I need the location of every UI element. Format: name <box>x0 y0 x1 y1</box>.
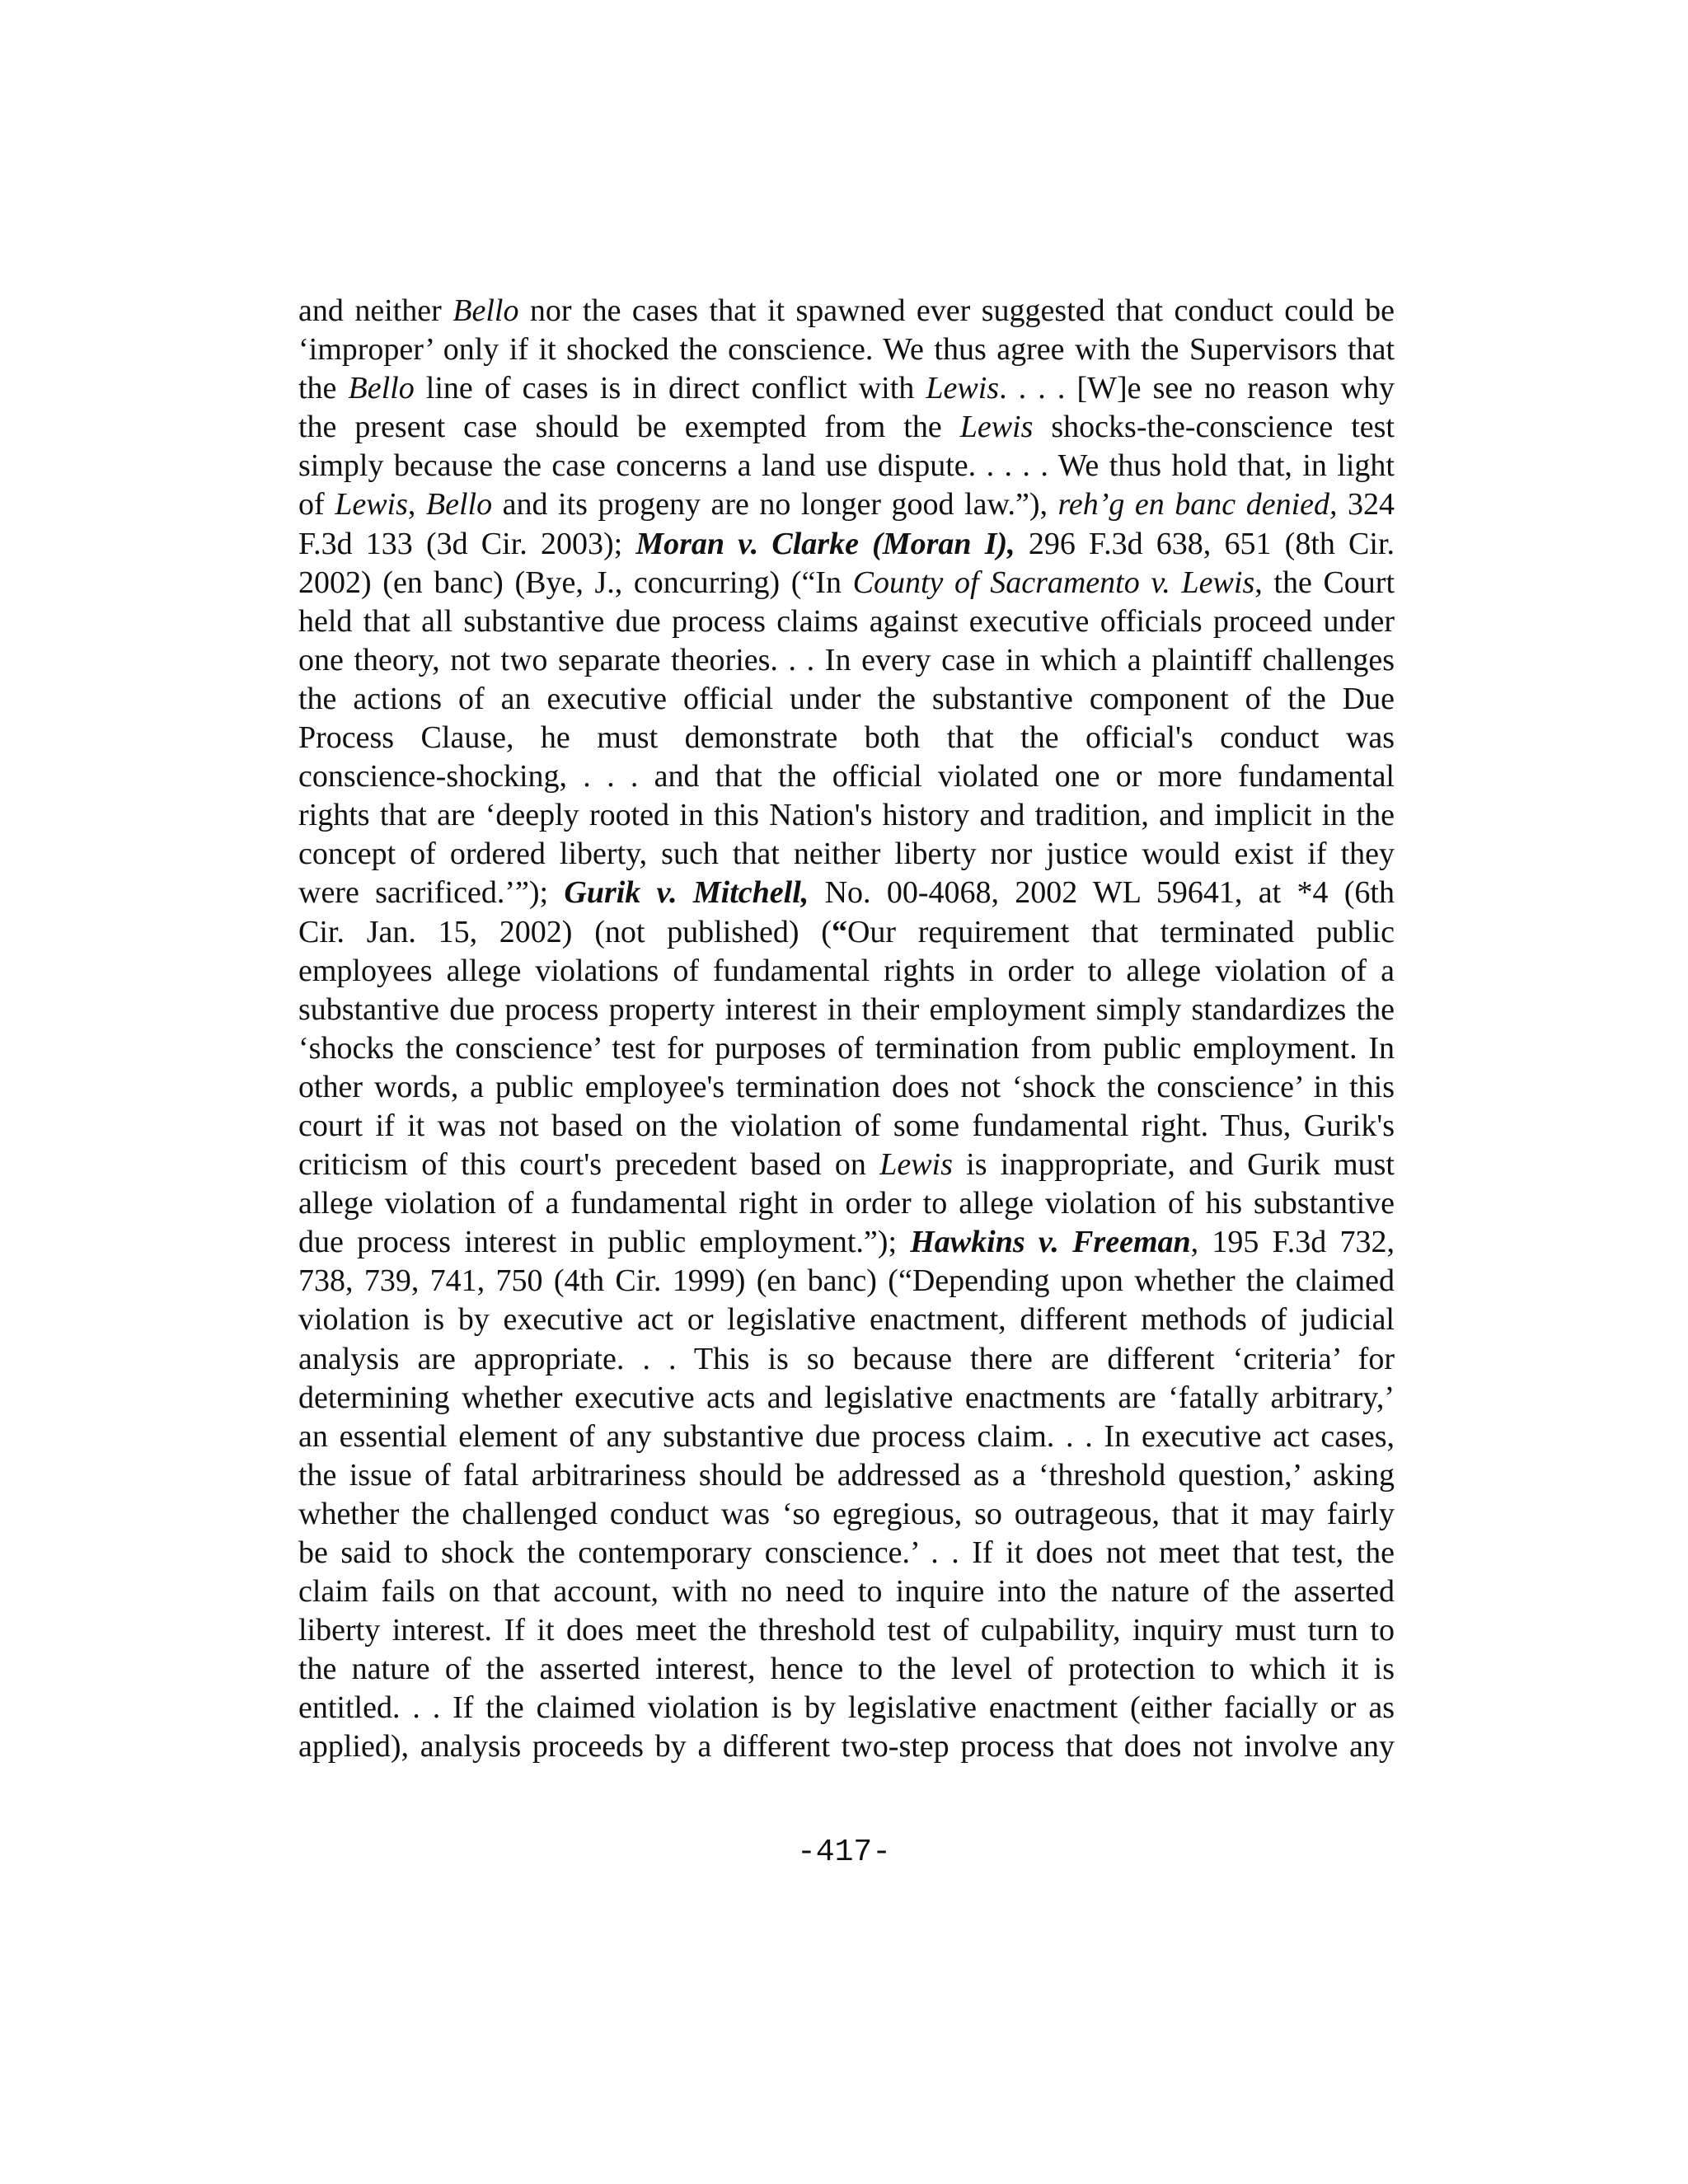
text-run: rights that are ‘deeply rooted in this Nation's history and tradition, and implicit in the <box>298 798 1395 833</box>
text-line <box>298 1572 1395 1611</box>
text-run: 296 F.3d 638, 651 (8th Cir. <box>1015 526 1395 561</box>
case-name: Gurik v. Mitchell, <box>564 875 809 911</box>
text-run: criticism of this court's precedent based on <box>298 1147 880 1183</box>
text-run: were sacrificed.’”); <box>298 875 565 911</box>
text-run: conscience-shocking, . . . and that the official violated one or more fundamental <box>298 759 1395 794</box>
page-number: -417- <box>796 1835 892 1870</box>
text-run: ‘improper’ only if it shocked the conscience. We thus agree with the Supervisors that <box>298 332 1395 368</box>
text-line <box>298 1301 1395 1339</box>
italic-text: Lewis <box>335 487 408 523</box>
italic-text: Lewis <box>879 1147 953 1183</box>
text-line <box>298 1495 1395 1534</box>
text-run: and its progeny are no longer good law.”), <box>492 487 1058 523</box>
text-line <box>298 408 1395 447</box>
text-line <box>298 757 1395 796</box>
text-run: an essential element of any substantive due process claim. . . In executive act cases, <box>298 1418 1395 1454</box>
text-run: claim fails on that account, with no need to inquire into the nature of the asserted <box>298 1574 1395 1610</box>
text-run: substantive due process property interest in their employment simply standardizes the <box>298 991 1395 1027</box>
text-run: liberty interest. If it does meet the threshold test of culpability, inquiry must turn to <box>298 1613 1395 1648</box>
text-line <box>298 1611 1395 1650</box>
text-run: applied), analysis proceeds by a different two-step process that does not involve any <box>298 1729 1395 1765</box>
text-run: Process Clause, he must demonstrate both that the official's conduct was <box>298 720 1395 756</box>
text-run: the actions of an executive official under the substantive component of the Due <box>298 681 1395 716</box>
text-run: determining whether executive acts and legislative enactments are ‘fatally arbitrary,’ <box>298 1380 1395 1415</box>
text-run: Our requirement that terminated public <box>846 914 1395 949</box>
text-run: 738, 739, 741, 750 (4th Cir. 1999) (en banc) (“Depending upon whether the claimed <box>298 1263 1395 1299</box>
text-line <box>298 447 1395 485</box>
text-run: court if it was not based on the violation of some fundamental right. Thus, Gurik's <box>298 1108 1395 1143</box>
text-line <box>298 1418 1395 1456</box>
text-line <box>298 1456 1395 1495</box>
text-run: No. 00-4068, 2002 WL 59641, at *4 (6th <box>809 875 1395 911</box>
case-name: Hawkins v. Freeman <box>910 1225 1191 1260</box>
text-run: , the Court <box>1254 565 1395 600</box>
text-line <box>298 1727 1395 1766</box>
text-run: . . . . [W]e see no reason why <box>999 371 1395 406</box>
text-run: and neither <box>298 293 453 328</box>
text-run: concept of ordered liberty, such that neither liberty nor justice would exist if they <box>298 837 1395 872</box>
italic-text: Lewis <box>959 410 1034 445</box>
bold-text: “ <box>831 914 847 949</box>
italic-text: Bello <box>425 487 493 523</box>
text-run: ‘shocks the conscience’ test for purposes of termination from public employment. In <box>298 1030 1395 1066</box>
text-run: 324 <box>1337 487 1395 523</box>
case-name: Moran v. Clarke (Moran I), <box>635 526 1015 561</box>
text-run: held that all substantive due process claims against executive officials proceed under <box>298 603 1395 639</box>
text-run: the issue of fatal arbitrariness should be addressed as a ‘threshold question,’ asking <box>298 1457 1395 1493</box>
text-line <box>298 1262 1395 1301</box>
text-run: entitled. . . If the claimed violation is by legislative enactment (either facially or as <box>298 1690 1395 1726</box>
text-line <box>298 680 1395 719</box>
text-run: employees allege violations of fundamental rights in order to allege violation of a <box>298 953 1395 988</box>
text-run: other words, a public employee's termination does not ‘shock the conscience’ in this <box>298 1069 1395 1104</box>
text-run: of <box>298 487 335 523</box>
text-line <box>298 835 1395 874</box>
italic-text: County of Sacramento v. Lewis <box>852 565 1255 600</box>
text-line <box>298 796 1395 835</box>
text-line <box>298 1184 1395 1223</box>
text-line <box>298 330 1395 369</box>
text-line <box>298 1068 1395 1107</box>
italic-text: Bello <box>348 371 415 406</box>
text-line <box>298 1146 1395 1184</box>
text-line <box>298 369 1395 408</box>
text-line <box>298 1223 1395 1262</box>
text-run: the nature of the asserted interest, hence to the level of protection to which it is <box>298 1652 1395 1687</box>
text-line <box>298 913 1395 952</box>
text-line <box>298 1689 1395 1727</box>
text-run: line of cases is in direct conflict with <box>414 371 926 406</box>
text-run: nor the cases that it spawned ever suggested that conduct could be <box>518 293 1395 328</box>
text-line <box>298 485 1395 524</box>
text-run: is inappropriate, and Gurik must <box>952 1147 1395 1183</box>
text-run: analysis are appropriate. . . This is so because there are different ‘criteria’ for <box>298 1341 1395 1376</box>
text-line <box>298 874 1395 912</box>
text-line <box>298 641 1395 680</box>
text-line <box>298 1107 1395 1146</box>
text-run: violation is by executive act or legislative enactment, different methods of judicial <box>298 1302 1395 1338</box>
text-run: the present case should be exempted from the <box>298 410 960 445</box>
text-line <box>298 564 1395 602</box>
text-run: , <box>407 487 426 523</box>
italic-text: Bello <box>452 293 519 328</box>
text-run: be said to shock the contemporary conscience.’ . . If it does not meet that test, the <box>298 1535 1395 1570</box>
text-line <box>298 1650 1395 1689</box>
italic-text: reh’g en banc denied, <box>1057 487 1338 523</box>
body-text <box>298 292 1395 1767</box>
text-line <box>298 292 1395 330</box>
text-run: the <box>298 371 349 406</box>
text-run: F.3d 133 (3d Cir. 2003); <box>298 526 636 561</box>
text-line <box>298 602 1395 641</box>
text-run: due process interest in public employment.”); <box>298 1225 911 1260</box>
text-run: Cir. Jan. 15, 2002) (not published) ( <box>298 914 832 949</box>
text-run: , 195 F.3d 732, <box>1190 1225 1395 1260</box>
text-line <box>298 1534 1395 1572</box>
text-line <box>298 525 1395 564</box>
text-line <box>298 1029 1395 1068</box>
text-line <box>298 952 1395 991</box>
text-run: allege violation of a fundamental right in order to allege violation of his substantive <box>298 1186 1395 1221</box>
text-run: simply because the case concerns a land use dispute. . . . . We thus hold that, in light <box>298 448 1395 484</box>
text-run: whether the challenged conduct was ‘so egregious, so outrageous, that it may fairly <box>298 1496 1395 1531</box>
text-run: one theory, not two separate theories. . . In every case in which a plaintiff challenges <box>298 642 1395 677</box>
text-run: 2002) (en banc) (Bye, J., concurring) (“In <box>298 565 853 600</box>
text-line <box>298 1340 1395 1379</box>
text-line <box>298 991 1395 1029</box>
text-run: shocks-the-conscience test <box>1033 410 1395 445</box>
italic-text: Lewis <box>926 371 1000 406</box>
text-line <box>298 1379 1395 1418</box>
text-line <box>298 719 1395 757</box>
